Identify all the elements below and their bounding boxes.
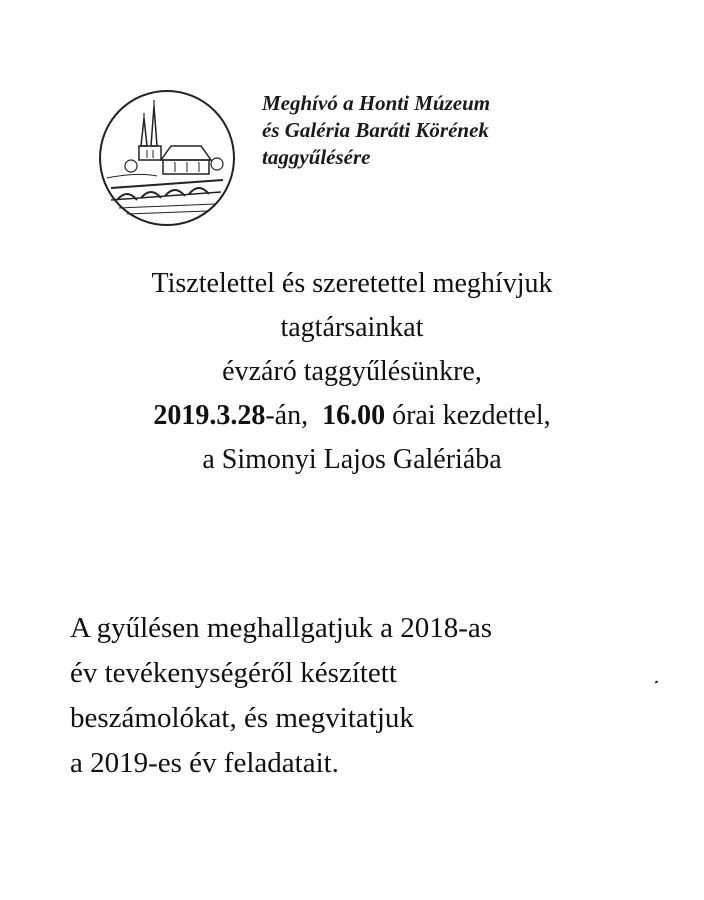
meeting-date-suffix: -án, bbox=[265, 400, 309, 431]
header-line-3: taggyűlésére bbox=[262, 145, 371, 169]
church-bridge-emblem-icon bbox=[97, 88, 237, 228]
agenda-line-4: a 2019-es év feladatait. bbox=[70, 747, 339, 779]
invitation-text bbox=[40, 262, 664, 482]
meeting-time-suffix: órai kezdettel, bbox=[392, 400, 551, 431]
meeting-date: 2019.3.28 bbox=[153, 400, 266, 431]
invitation-header bbox=[262, 90, 682, 171]
invite-venue-line: a Simonyi Lajos Galériába bbox=[202, 444, 502, 475]
invite-line-1: Tisztelettel és szeretettel meghívjuk bbox=[151, 268, 553, 299]
invite-date-time-line bbox=[40, 394, 664, 438]
agenda-paragraph bbox=[70, 606, 670, 786]
header-line-2: és Galéria Baráti Körének bbox=[262, 118, 489, 142]
agenda-line-1: A gyűlésen meghallgatjuk a 2018-as bbox=[70, 612, 493, 644]
invite-line-3: évzáró taggyűlésünkre, bbox=[222, 356, 482, 387]
invite-line-2: tagtársainkat bbox=[280, 312, 424, 343]
agenda-line-3: beszámolókat, és megvitatjuk bbox=[70, 702, 414, 734]
agenda-line-2: év tevékenységéről készített bbox=[70, 657, 397, 689]
meeting-time: 16.00 bbox=[322, 400, 386, 431]
header-line-1: Meghívó a Honti Múzeum bbox=[262, 91, 491, 115]
